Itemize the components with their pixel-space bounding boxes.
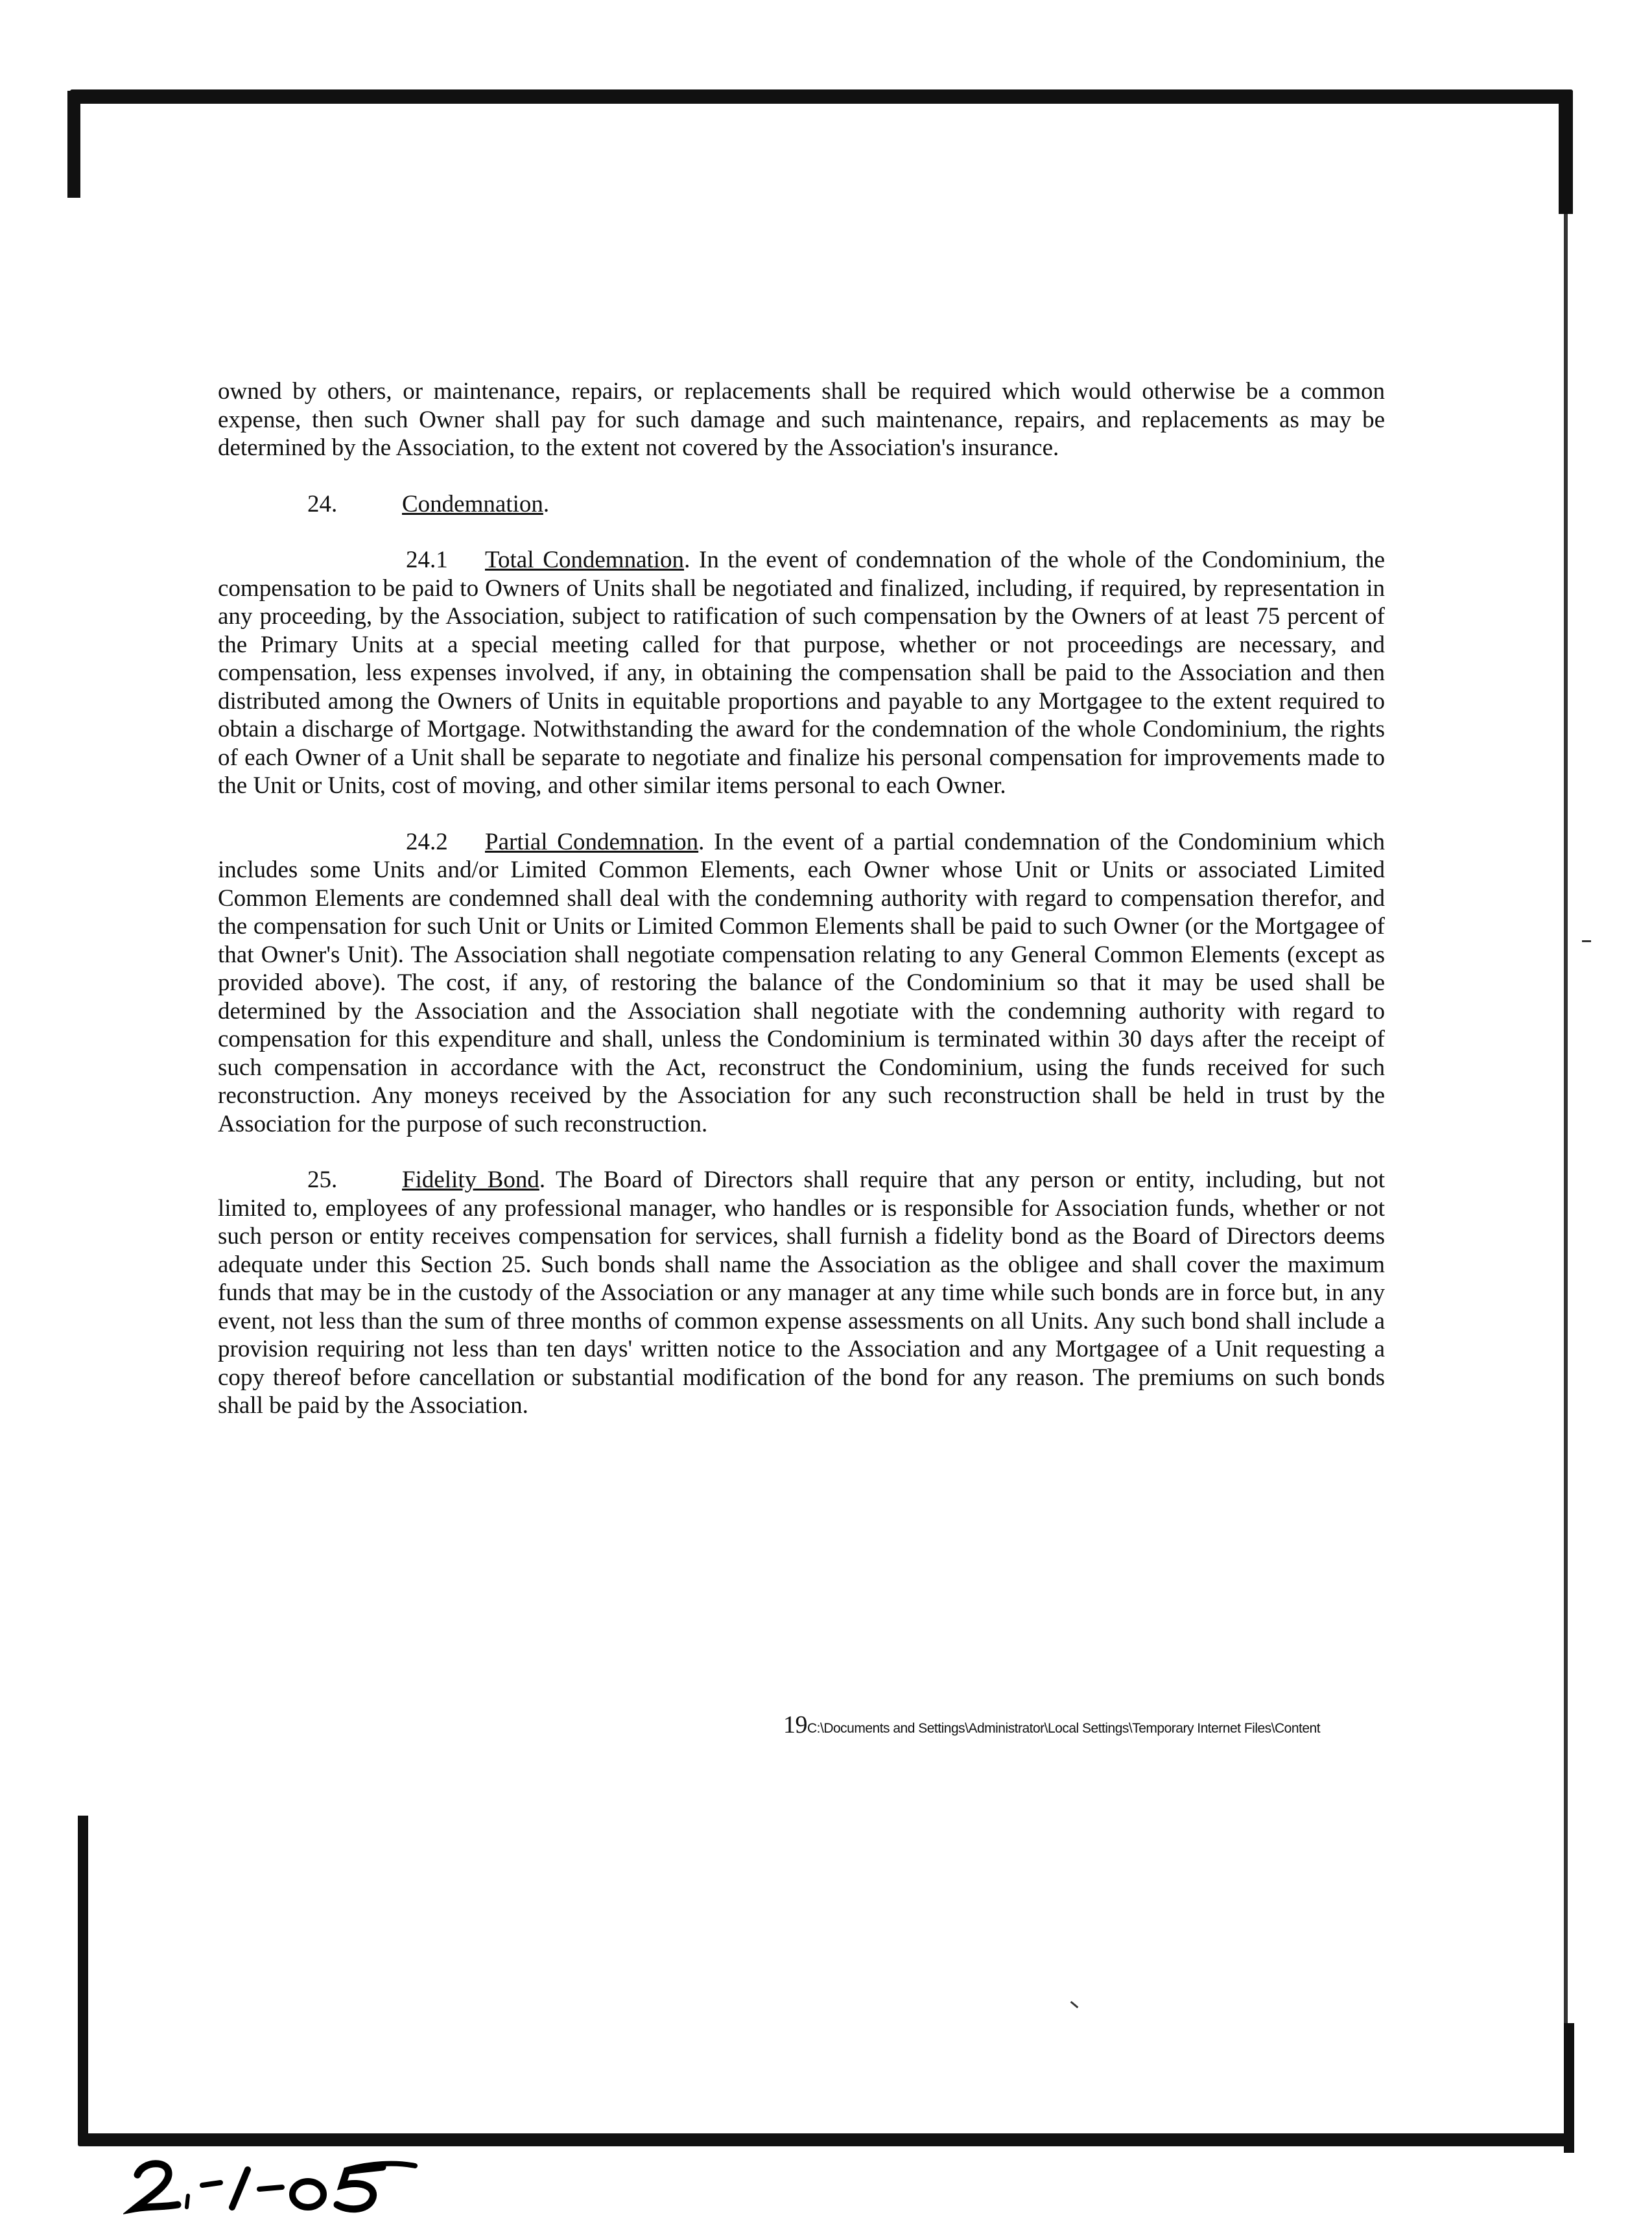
- scan-frame-right-top: [1559, 91, 1573, 214]
- section-24-2-text: . In the event of a partial condemnation of the Condominium which includes some Units and/or Limited Common Elements, each Owner whose Unit or Units or associated Limited Common Elements are condemned shall deal with the condemning authority with regard to compensation therefor, and the compensation for such Unit or Units or Limited Common Elements shall be paid to such Owner (or the Mortgagee of that Owner's Unit). The Association shall negotiate compensation relating to any General Common Elements (except as provided above). The cost, if any, of restoring the balance of the Condominium so that it may be used shall be determined by the Association and the Association shall negotiate with the condemning authority with regard to compensation for this expenditure and shall, unless the Condominium is terminated within 30 days after the receipt of such compensation in accordance with the Act, reconstruct the Condominium, using the funds received for such reconstruction. Any moneys received by the Association for any such reconstruction shall be held in trust by the Association for the purpose of such reconstruction.: [218, 828, 1386, 1137]
- scan-frame-left-bottom: [78, 1816, 88, 2140]
- section-24-title: Condemnation: [402, 490, 543, 517]
- scan-frame-bottom: [78, 2133, 1573, 2146]
- file-path: C:\Documents and Settings\Administrator\Local Settings\Temporary Internet Files\Content: [807, 1721, 1321, 1736]
- scan-frame-left-top: [67, 91, 80, 198]
- section-24-1-number: 24.1: [406, 547, 448, 573]
- section-24-number: 24.: [307, 490, 338, 517]
- document-body: [218, 377, 1385, 1448]
- section-24-heading: [218, 490, 1385, 519]
- section-25-number: 25.: [307, 1167, 338, 1193]
- scan-frame-top: [70, 89, 1573, 104]
- section-24-1-text: . In the event of condemnation of the whole of the Condominium, the compensation to be paid to Owners of Units shall be negotiated and finalized, including, if required, by representation in any proceeding, by the Association, subject to ratification of such compensation by the Owners of at least 75 percent of the Primary Units at a special meeting called for that purpose, whether or not proceedings are necessary, and compensation, less expenses involved, if any, in obtaining the compensation shall be paid to the Association and then distributed among the Owners of Units in equitable proportions and payable to any Mortgagee to the extent required to obtain a discharge of Mortgage. Notwithstanding the award for the condemnation of the whole Condominium, the rights of each Owner of a Unit shall be separate to negotiate and finalize his personal compensation for improvements made to the Unit or Units, cost of moving, and other similar items personal to each Owner.: [218, 547, 1385, 799]
- page-number: 19: [783, 1711, 807, 1738]
- intro-paragraph: owned by others, or maintenance, repairs, or replacements shall be required which would otherwise be a common expense, then such Owner shall pay for such damage and such maintenance, repairs, and replacements as may be determined by the Association, to the extent not covered by the Association's insurance.: [218, 378, 1385, 461]
- section-25-text: . The Board of Directors shall require that any person or entity, including, but not limited to, employees of any professional manager, who handles or is responsible for Association funds, whether or not such person or entity receives compensation for services, shall furnish a fidelity bond as the Board of Directors deems adequate under this Section 25. Such bonds shall name the Association as the obligee and shall cover the maximum funds that may be in the custody of the Association or any manager at any time while such bonds are in force but, in any event, not less than the sum of three months of common expense assessments on all Units. Any such bond shall include a provision requiring not less than ten days' written notice to the Association and any Mortgagee of a Unit requesting a copy thereof before cancellation or substantial modification of the bond for any reason. The premiums on such bonds shall be paid by the Association.: [218, 1167, 1385, 1419]
- section-24-1-title: Total Condemnation: [485, 547, 685, 573]
- scan-artifact: [1070, 2001, 1079, 2008]
- section-24-2-title: Partial Condemnation: [485, 828, 699, 855]
- scan-artifact: [1582, 940, 1591, 942]
- handwritten-date: [123, 2157, 460, 2217]
- section-24-1-paragraph: [218, 546, 1385, 800]
- section-25-title: Fidelity Bond: [402, 1167, 539, 1193]
- section-24-2-paragraph: [218, 828, 1385, 1139]
- section-24-2-number: 24.2: [406, 828, 448, 855]
- scan-frame-right: [1564, 214, 1568, 2107]
- section-24-title-suffix: .: [543, 490, 550, 517]
- section-25-paragraph: [218, 1166, 1385, 1420]
- page-footer: [783, 1711, 1320, 1739]
